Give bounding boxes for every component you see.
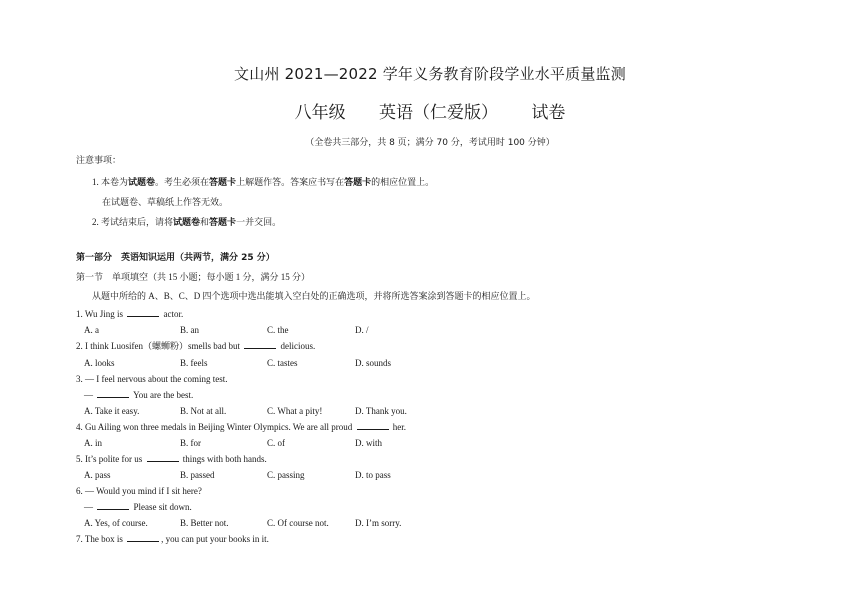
question-text: things with both hands. <box>182 454 267 464</box>
notice-bold: 答题卡 <box>344 177 372 187</box>
answer-blank <box>97 501 129 510</box>
option-d: D. to pass <box>355 470 391 480</box>
option-b: B. passed <box>180 470 215 480</box>
question-3: 3. — I feel nervous about the coming test. <box>76 374 228 384</box>
question-6: 6. — Would you mind if I sit here? <box>76 486 202 496</box>
section1-heading: 第一节 单项填空（共 15 小题；每小题 1 分，满分 15 分） <box>76 272 311 282</box>
option-a: A. Yes, of course. <box>84 518 148 528</box>
notice-text: 上解题作答。答案应书写在 <box>236 177 345 187</box>
notice-text: 1. 本卷为 <box>92 177 129 187</box>
question-text: her. <box>392 422 407 432</box>
question-text: 4. Gu Ailing won three medals in Beijing Winter Olympics. We are all proud <box>76 422 353 432</box>
notice-bold: 答题卡 <box>209 217 237 227</box>
option-a: A. a <box>84 325 99 335</box>
option-c: C. What a pity! <box>267 406 323 416</box>
section1-instruction: 从题中所给的 A、B、C、D 四个选项中选出能填入空白处的正确选项，并将所选答案涂到答题卡的相应位置上。 <box>92 291 536 301</box>
question-text: Please sit down. <box>133 502 192 512</box>
subject-label: 英语（仁爱版） <box>379 103 498 123</box>
option-a: A. looks <box>84 358 115 368</box>
exam-subtitle <box>0 98 860 123</box>
option-b: B. for <box>180 438 201 448</box>
question-text: , you can put your books in it. <box>161 534 269 544</box>
question-text: 1. Wu Jing is <box>76 309 123 319</box>
answer-blank <box>97 389 129 398</box>
option-c: C. passing <box>267 470 305 480</box>
option-a: A. Take it easy. <box>84 406 140 416</box>
answer-blank <box>127 308 159 317</box>
question-text: 5. It’s polite for us <box>76 454 143 464</box>
option-b: B. Not at all. <box>180 406 227 416</box>
notice-bold: 答题卡 <box>209 177 237 187</box>
paper-label: 试卷 <box>531 103 566 123</box>
question-text: delicious. <box>280 341 316 351</box>
grade-label: 八年级 <box>294 103 346 123</box>
question-text: actor. <box>163 309 184 319</box>
question-text: You are the best. <box>133 390 194 400</box>
answer-blank <box>244 340 276 349</box>
notice-heading: 注意事项： <box>76 156 122 166</box>
option-c: C. of <box>267 438 285 448</box>
question-7 <box>76 533 269 545</box>
option-d: D. with <box>355 438 382 448</box>
question-text: — <box>84 390 93 400</box>
answer-blank <box>357 421 389 430</box>
option-c: C. Of course not. <box>267 518 329 528</box>
notice-item-2 <box>92 216 281 228</box>
option-d: D. sounds <box>355 358 392 368</box>
exam-info: （全卷共三部分，共 8 页；满分 70 分，考试用时 100 分钟） <box>305 138 555 148</box>
option-c: C. tastes <box>267 358 298 368</box>
question-text: — <box>84 502 93 512</box>
notice-item-1 <box>92 176 434 188</box>
question-6-response <box>84 501 192 513</box>
question-3-response <box>84 389 193 401</box>
notice-text: 2. 考试结束后，请将 <box>92 217 174 227</box>
question-2 <box>76 340 315 352</box>
option-b: B. Better not. <box>180 518 229 528</box>
question-text: 2. I think Luosifen（螺蛳粉）smells bad but <box>76 341 240 351</box>
option-a: A. in <box>84 438 102 448</box>
notice-item-1-line2: 在试题卷、草稿纸上作答无效。 <box>102 197 229 207</box>
notice-bold: 试题卷 <box>128 177 156 187</box>
answer-blank <box>127 533 159 542</box>
exam-title: 文山州 2021—2022 学年义务教育阶段学业水平质量监测 <box>234 65 626 83</box>
option-c: C. the <box>267 325 289 335</box>
notice-text: 和 <box>200 217 210 227</box>
question-1 <box>76 308 183 320</box>
option-d: D. Thank you. <box>355 406 407 416</box>
option-d: D. I’m sorry. <box>355 518 402 528</box>
notice-text: 。考生必须在 <box>155 177 210 187</box>
option-b: B. an <box>180 325 199 335</box>
question-5 <box>76 453 267 465</box>
notice-bold: 试题卷 <box>173 217 201 227</box>
notice-text: 一并交回。 <box>236 217 282 227</box>
answer-blank <box>147 453 179 462</box>
part1-heading: 第一部分 英语知识运用（共两节，满分 25 分） <box>76 253 275 263</box>
question-text: 7. The box is <box>76 534 123 544</box>
question-4 <box>76 421 406 433</box>
option-d: D. / <box>355 325 369 335</box>
option-a: A. pass <box>84 470 111 480</box>
notice-text: 的相应位置上。 <box>371 177 435 187</box>
option-b: B. feels <box>180 358 208 368</box>
